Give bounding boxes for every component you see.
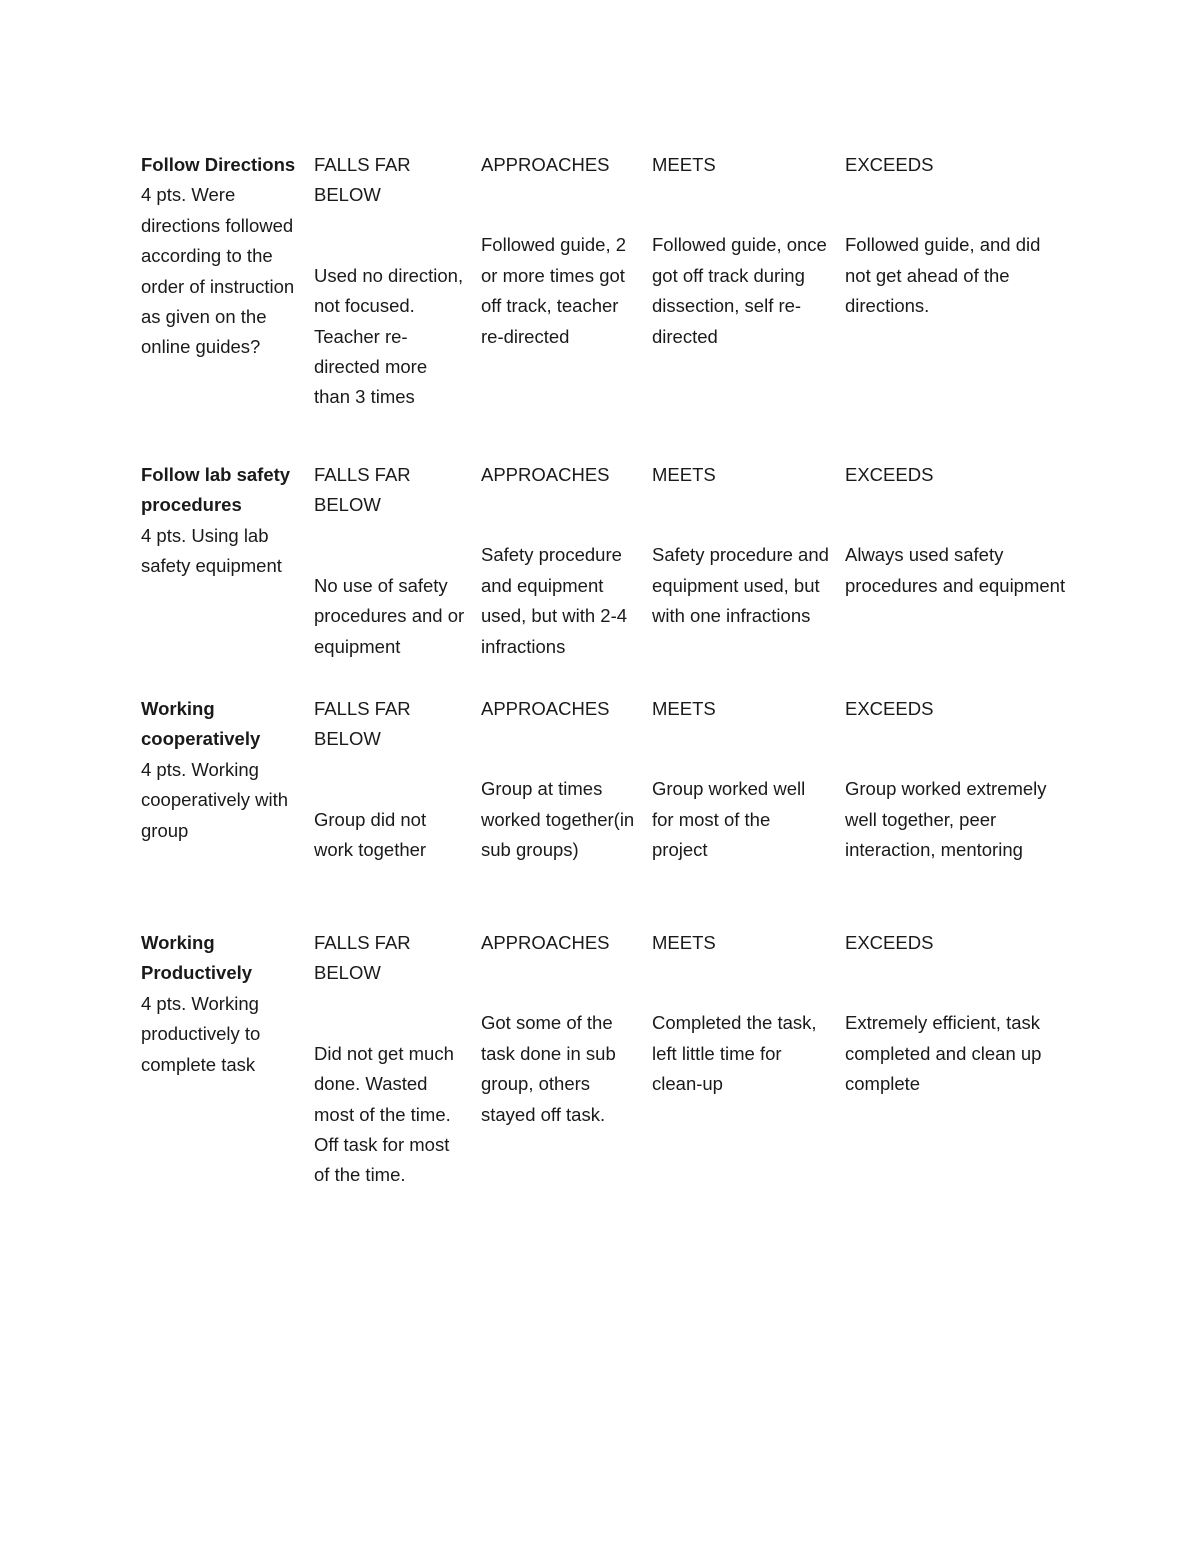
level-description: Followed guide, once got off track during dissection, self re-directed <box>652 234 827 347</box>
exceeds-cell <box>836 450 1072 684</box>
criteria-cell <box>132 684 305 918</box>
criteria-cell <box>132 140 305 450</box>
level-heading: EXCEEDS <box>845 154 934 175</box>
falls-far-below-cell <box>305 918 472 1186</box>
criteria-title: Follow lab safety procedures <box>141 464 291 516</box>
level-heading: FALLS FAR BELOW <box>314 698 411 750</box>
level-heading: FALLS FAR BELOW <box>314 154 411 206</box>
level-heading: APPROACHES <box>481 464 610 485</box>
level-description: Safety procedure and equipment used, but with 2-4 infractions <box>481 544 628 657</box>
level-description: Group worked extremely well together, peer interaction, mentoring <box>845 778 1047 861</box>
approaches-cell <box>472 450 643 684</box>
level-description: Got some of the task done in sub group, others stayed off task. <box>481 1012 616 1125</box>
level-description: Group worked well for most of the project <box>652 778 806 861</box>
level-description: Group did not work together <box>314 808 427 861</box>
level-heading: APPROACHES <box>481 698 610 719</box>
rubric-row-working-cooperatively <box>132 684 1072 918</box>
meets-cell <box>643 450 836 684</box>
level-description: Followed guide, 2 or more times got off track, teacher re-directed <box>481 234 627 347</box>
level-heading: APPROACHES <box>481 932 610 953</box>
level-heading: FALLS FAR BELOW <box>314 932 411 984</box>
criteria-description: 4 pts. Using lab safety equipment <box>141 524 282 577</box>
level-description: Always used safety procedures and equipment <box>845 544 1066 596</box>
level-heading: MEETS <box>652 698 716 719</box>
level-description: Followed guide, and did not get ahead of the directions. <box>845 234 1041 317</box>
level-heading: EXCEEDS <box>845 932 934 953</box>
level-description: No use of safety procedures and or equipment <box>314 574 465 657</box>
criteria-cell <box>132 918 305 1172</box>
rubric-row-working-productively <box>132 918 1072 1186</box>
approaches-cell <box>472 918 643 1172</box>
criteria-title: Follow Directions <box>141 154 296 175</box>
meets-cell <box>643 918 836 1172</box>
criteria-description: 4 pts. Working productively to complete task <box>141 992 261 1075</box>
level-heading: EXCEEDS <box>845 698 934 719</box>
level-heading: EXCEEDS <box>845 464 934 485</box>
level-description: Extremely efficient, task completed and clean up complete <box>845 1012 1042 1095</box>
falls-far-below-cell <box>305 684 472 918</box>
level-description: Used no direction, not focused. Teacher re-directed more than 3 times <box>314 264 464 408</box>
criteria-title: Working cooperatively <box>141 698 261 750</box>
criteria-title: Working Productively <box>141 932 253 984</box>
exceeds-cell <box>836 684 1072 918</box>
falls-far-below-cell <box>305 450 472 684</box>
level-heading: APPROACHES <box>481 154 610 175</box>
level-heading: MEETS <box>652 154 716 175</box>
rubric-row-lab-safety <box>132 450 1072 684</box>
criteria-cell <box>132 450 305 684</box>
criteria-description: 4 pts. Were directions followed according to the order of instruction as given on the online guides? <box>141 184 295 358</box>
meets-cell <box>643 140 836 450</box>
meets-cell <box>643 684 836 918</box>
exceeds-cell <box>836 140 1072 450</box>
approaches-cell <box>472 140 643 450</box>
level-description: Completed the task, left little time for clean-up <box>652 1012 817 1095</box>
falls-far-below-cell <box>305 140 472 450</box>
level-description: Did not get much done. Wasted most of the time. Off task for most of the time. <box>314 1042 454 1186</box>
level-heading: MEETS <box>652 464 716 485</box>
level-description: Group at times worked together(in sub groups) <box>481 778 635 861</box>
rubric-row-follow-directions <box>132 140 1072 450</box>
level-heading: FALLS FAR BELOW <box>314 464 411 516</box>
approaches-cell <box>472 684 643 918</box>
level-heading: MEETS <box>652 932 716 953</box>
rubric-table <box>132 140 1072 1186</box>
exceeds-cell <box>836 918 1072 1172</box>
level-description: Safety procedure and equipment used, but with one infractions <box>652 544 829 627</box>
criteria-description: 4 pts. Working cooperatively with group <box>141 758 289 841</box>
